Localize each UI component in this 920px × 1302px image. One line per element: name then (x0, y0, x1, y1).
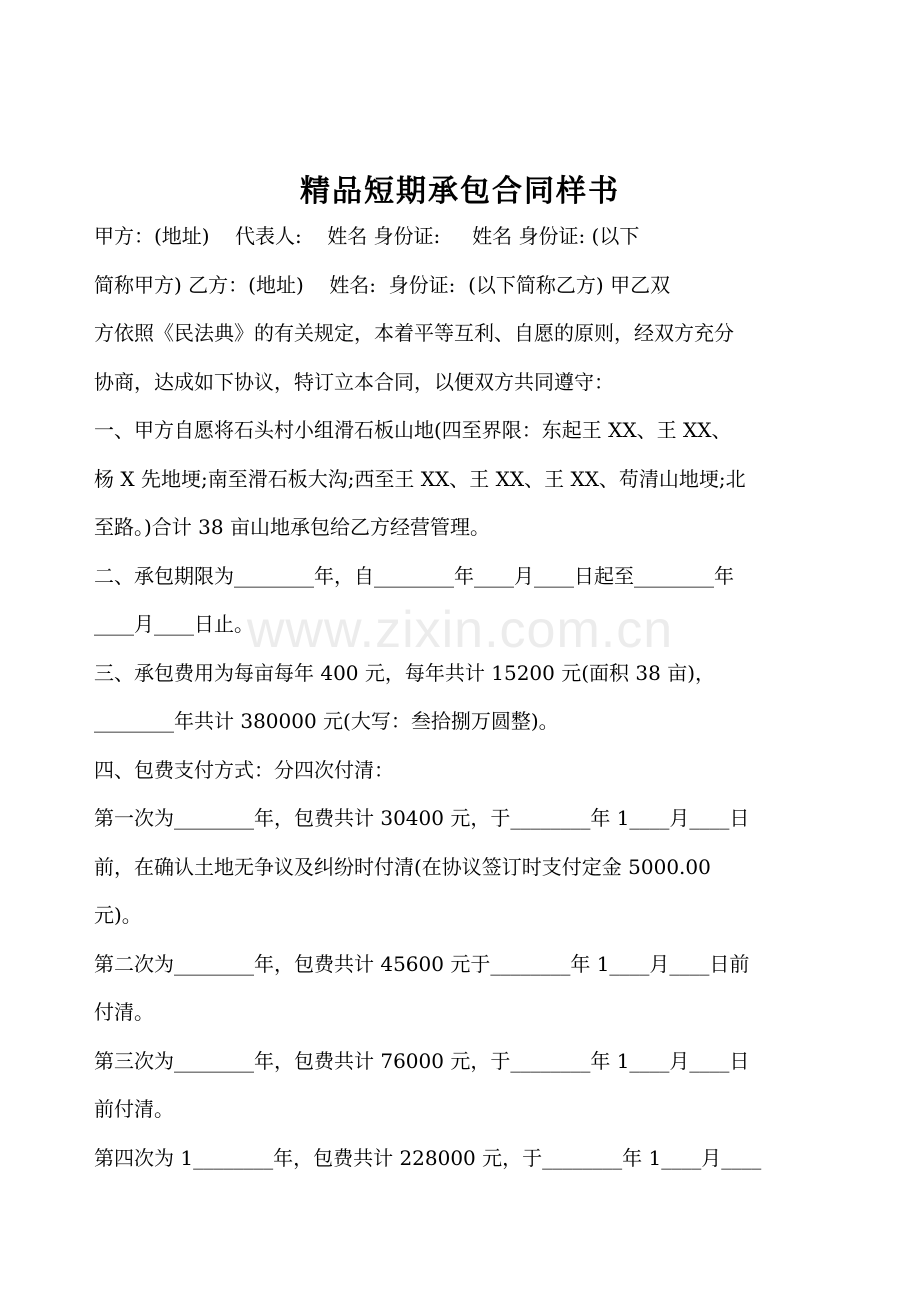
paragraph-line: 元)。 (94, 903, 142, 927)
paragraph-line: 前，在确认土地无争议及纠纷时付清(在协议签订时支付定金 5000.00 (94, 854, 711, 879)
paragraph-line (94, 455, 828, 504)
line-text: 方依照《民法典》的有关规定，本着平等互利、自愿的原则，经双方充分 (94, 321, 734, 345)
document-body (94, 212, 828, 1182)
line-text: 一、甲方自愿将石头村小组滑石板山地(四至界限：东起王 XX、王 XX、 (94, 418, 732, 442)
line-text: 杨 X 先地埂;南至滑石板大沟;西至王 XX、王 XX、王 XX、苟清山地埂;北 (94, 466, 746, 491)
paragraph-line (94, 1134, 828, 1183)
line-text: 第二次为________年，包费共计 45600 元于________年 1____月____日前 (94, 951, 750, 976)
line-text: 简称甲方) 乙方：(地址) 姓名: 身份证: (以下简称乙方) 甲乙双 (94, 272, 671, 297)
paragraph-line: ________年共计 380000 元(大写：叁拾捌万圆整)。 (94, 709, 559, 733)
line-text: 第一次为________年，包费共计 30400 元，于________年 1____月____日 (94, 806, 750, 830)
paragraph-line (94, 309, 828, 358)
paragraph-line (94, 794, 828, 843)
document-title: 精品短期承包合同样书 (300, 174, 620, 209)
paragraph-line (94, 552, 828, 601)
paragraph-line: 协商，达成如下协议，特订立本合同，以便双方共同遵守： (94, 369, 614, 394)
line-text: 第三次为________年，包费共计 76000 元，于________年 1____月____日 (94, 1048, 750, 1073)
paragraph-line: 三、承包费用为每亩每年 400 元，每年共计 15200 元(面积 38 亩)， (94, 660, 715, 685)
paragraph-line: 四、包费支付方式：分四次付清： (94, 757, 394, 782)
paragraph-line (94, 212, 828, 261)
paragraph-line: 前付清。 (94, 1097, 174, 1121)
paragraph-line (94, 940, 828, 989)
paragraph-line (94, 1037, 828, 1086)
watermark: www.zixin.com.cn (246, 601, 674, 659)
line-text: 二、承包期限为________年，自________年____月____日起至________年 (94, 563, 734, 588)
line-text: 第四次为 1________年，包费共计 228000 元，于________年 1____月____ (94, 1145, 762, 1170)
paragraph-line: 付清。 (94, 1000, 154, 1024)
paragraph-line (94, 406, 828, 455)
paragraph-line: ____月____日止。 (94, 612, 254, 636)
paragraph-line: 至路。)合计 38 亩山地承包给乙方经营管理。 (94, 515, 490, 539)
paragraph-line (94, 261, 828, 310)
line-text: 甲方：(地址) 代表人: 姓名 身份证: 姓名 身份证: (以下 (94, 224, 640, 248)
